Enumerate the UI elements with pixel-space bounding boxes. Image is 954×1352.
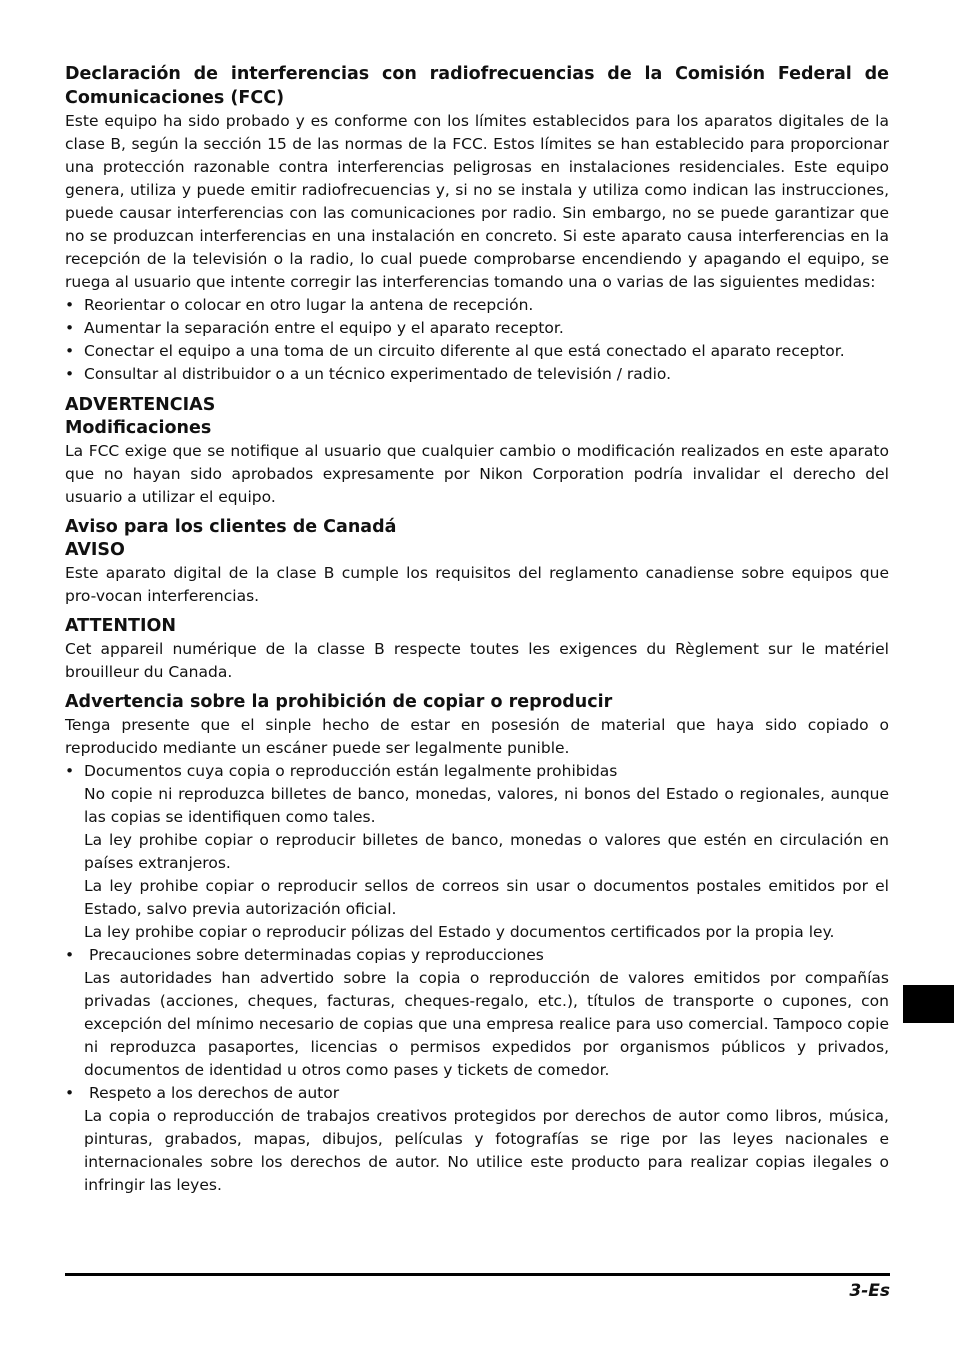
list-item: [65, 1082, 889, 1197]
item-title: • Documentos cuya copia o reproducción están legalmente prohibidas: [84, 762, 618, 780]
advertencias-body: La FCC exige que se notifique al usuario que cualquier cambio o modificación realizados en este aparato que no hayan sido aprobados expresamente por Nikon Corporation podría invalidar el derecho del usuario a utilizar el equipo.: [65, 442, 889, 506]
advertencias-title: ADVERTENCIAS: [65, 395, 216, 415]
list-item: • Consultar al distribuidor o a un técnico experimentado de televisión / radio.: [65, 363, 889, 386]
fcc-measures-list: [65, 294, 889, 386]
item-paragraph: Las autoridades han advertido sobre la copia o reproducción de valores emitidos por compañías privadas (acciones, cheques, facturas, cheques-regalo, etc.), títulos de transporte o cupones, con excepción del mínimo necesario de copias que una empresa realice para uso comercial. Tampoco copie ni reproduzca pasaportes, licencias o permisos expedidos por organismos públicos y privados, documentos de identidad u otros como pases y tickets de comedor.: [84, 969, 889, 1079]
list-item: • Aumentar la separación entre el equipo y el aparato receptor.: [65, 317, 889, 340]
attention-body: Cet appareil numérique de la classe B respecte toutes les exigences du Règlement sur le matériel brouilleur du Canada.: [65, 640, 889, 681]
fcc-section: [65, 62, 889, 386]
item-body: [84, 967, 889, 1082]
canada-title: Aviso para los clientes de Canadá: [65, 517, 397, 537]
aviso-body: Este aparato digital de la clase B cumple los requisitos del reglamento canadiense sobre equipos que pro-vocan interferencias.: [65, 564, 889, 605]
canada-section: [65, 516, 889, 684]
item-title: • Precauciones sobre determinadas copias y reproducciones: [89, 946, 544, 964]
item-body: [84, 1105, 889, 1197]
copia-section: [65, 691, 889, 1197]
footer-rule: [65, 1273, 890, 1276]
page-content: [65, 62, 889, 1197]
language-tab-marker: [903, 985, 954, 1023]
item-paragraph: La ley prohibe copiar o reproducir pólizas del Estado y documentos certificados por la propia ley.: [84, 923, 835, 941]
item-paragraph: La ley prohibe copiar o reproducir sellos de correos sin usar o documentos postales emitidos por el Estado, salvo previa autorización oficial.: [84, 877, 889, 918]
list-item: [65, 944, 889, 1082]
modificaciones-title: Modificaciones: [65, 418, 212, 438]
item-title: • Respeto a los derechos de autor: [89, 1084, 340, 1102]
page-number: 3-Es: [849, 1281, 890, 1301]
list-item: • Reorientar o colocar en otro lugar la antena de recepción.: [65, 294, 889, 317]
fcc-title: Declaración de interferencias con radiofrecuencias de la Comisión Federal de Comunicaciones (FCC): [65, 64, 889, 108]
list-item: • Conectar el equipo a una toma de un circuito diferente al que está conectado el aparato receptor.: [65, 340, 889, 363]
copia-intro: Tenga presente que el sinple hecho de estar en posesión de material que haya sido copiado o reproducido mediante un escáner puede ser legalmente punible.: [65, 716, 889, 757]
copia-items-list: [65, 760, 889, 1197]
advertencias-section: [65, 394, 889, 509]
item-paragraph: La copia o reproducción de trabajos creativos protegidos por derechos de autor como libros, música, pinturas, grabados, mapas, dibujos, películas y fotografías se rige por las leyes nacionales e internacionales sobre los derechos de autor. No utilice este producto para realizar copias ilegales o infringir las leyes.: [84, 1107, 889, 1194]
copia-title: Advertencia sobre la prohibición de copiar o reproducir: [65, 692, 613, 712]
aviso-title: AVISO: [65, 540, 125, 560]
list-item: [65, 760, 889, 944]
fcc-body: Este equipo ha sido probado y es conforme con los límites establecidos para los aparatos digitales de la clase B, según la sección 15 de las normas de la FCC. Estos límites se han establecido para proporcionar una protección razonable contra interferencias peligrosas en instalaciones residenciales. Este equipo genera, utiliza y puede emitir radiofrecuencias y, si no se instala y utiliza como indican las instrucciones, puede causar interferencias con las comunicaciones por radio. Sin embargo, no se puede garantizar que no se produzcan interferencias en una instalación en concreto. Si este aparato causa interferencias en la recepción de la televisión o la radio, lo cual puede comprobarse encendiendo y apagando el equipo, se ruega al usuario que intente corregir las interferencias tomando una o varias de las siguientes medidas:: [65, 112, 889, 291]
item-paragraph: La ley prohibe copiar o reproducir billetes de banco, monedas o valores que estén en circulación en países extranjeros.: [84, 831, 889, 872]
item-body: [84, 783, 889, 944]
attention-title: ATTENTION: [65, 616, 177, 636]
item-paragraph: No copie ni reproduzca billetes de banco, monedas, valores, ni bonos del Estado o regionales, aunque las copias se identifiquen como tales.: [84, 785, 889, 826]
